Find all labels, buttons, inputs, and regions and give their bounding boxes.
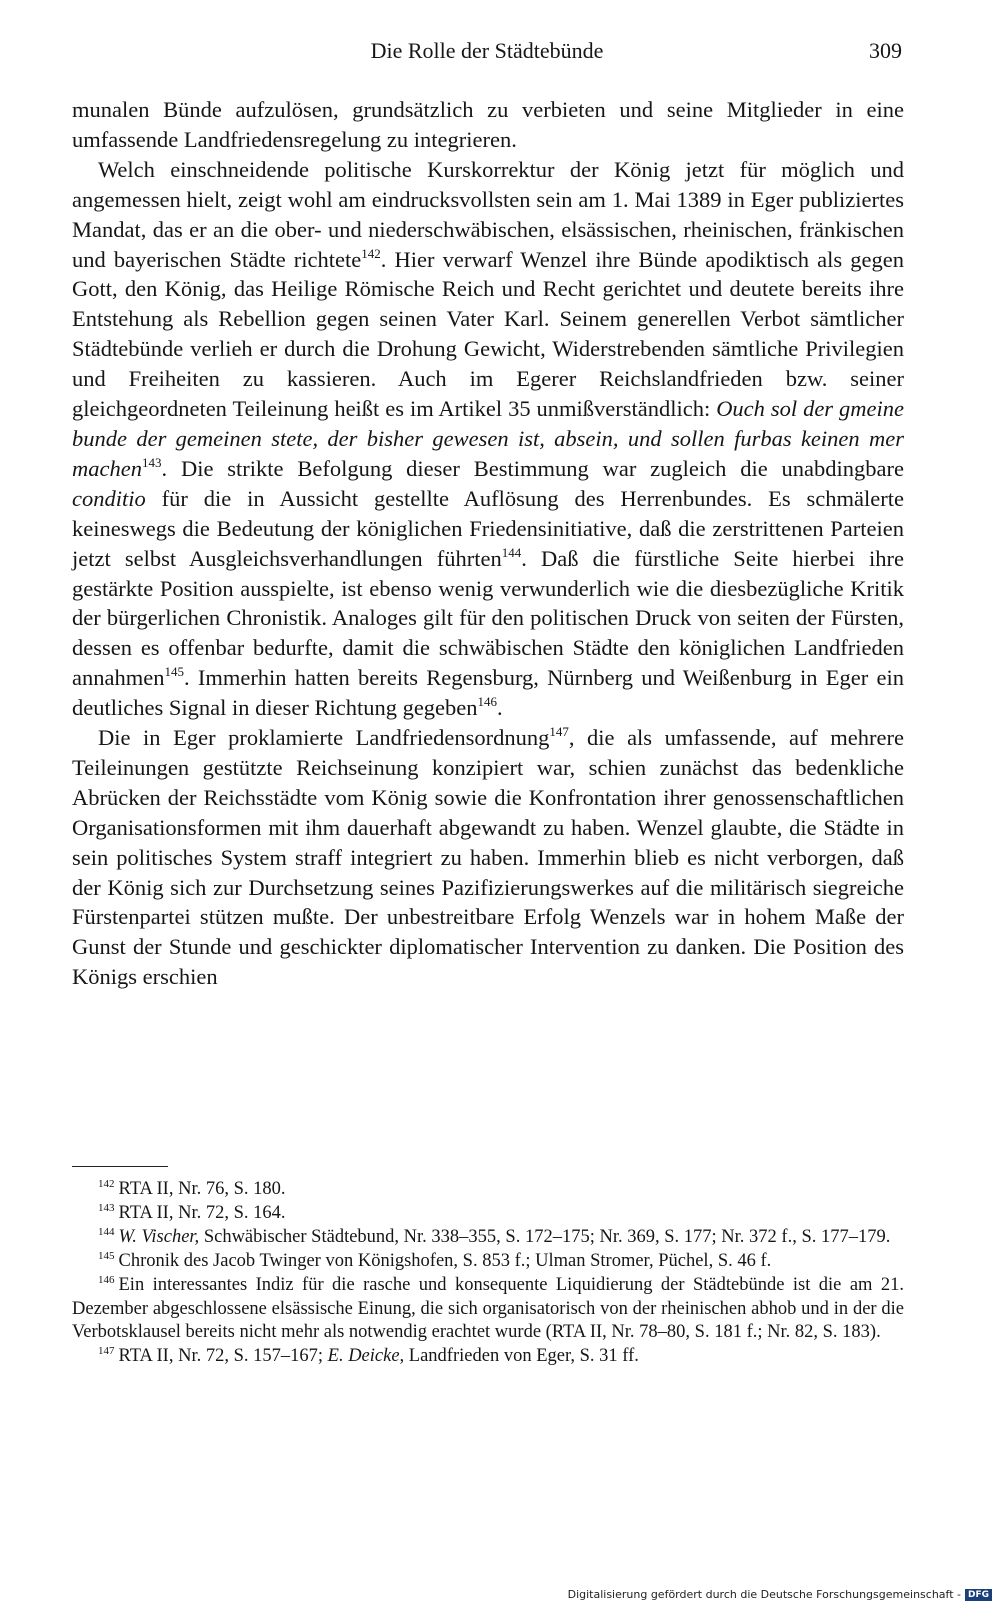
italic-text: E. Deicke,: [327, 1346, 405, 1367]
paragraph: Welch einschneidende politische Kurskorrektur der König jetzt für möglich und angemessen hielt, zeigt wohl am eindrucksvollsten sein am 1. Mai 1389 in Eger publiziertes Mandat, das er an die ober- und niederschwäbischen, elsässischen, rheinischen, fränkischen und bayerischen Städte richtete$^{142}$. Hier verwarf Wenzel ihre Bünde apodiktisch als gegen Gott, den König, das Heilige Römische Reich und Recht gerichtet und deutete bereits ihre Entstehung als Rebellion gegen seinen Vater Karl. Seinem generellen Verbot sämtlicher Städtebünde verlieh er durch die Drohung Gewicht, Widerstrebenden sämtliche Privilegien und Freiheiten zu kassieren. Auch im Egerer Reichslandfrieden bzw. seiner gleichgeordneten Teileinung heißt es im Artikel 35 unmißverständlich: Ouch sol der gmeine bunde der gemeinen stete, der bisher gewesen ist, absein, und sollen furbas keinen mer machen$^{143}$. Die strikte Befolgung dieser Bestimmung war zugleich die unabdingbare conditio für die in Aussicht gestellte Auflösung des Herrenbundes. Es schmälerte keineswegs die Bedeutung der königlichen Friedensinitiative, daß die zerstrittenen Parteien jetzt selbst Ausgleichsverhandlungen führten$^{144}$. Daß die fürstliche Seite hierbei ihre gestärkte Position ausspielte, ist ebenso wenig verwunderlich wie die diesbezügliche Kritik der bürgerlichen Chronistik. Analoges gilt für den politischen Druck von seiten der Fürsten, dessen es offenbar bedurfte, damit die schwäbischen Städte den königlichen Landfrieden annahmen$^{145}$. Immerhin hatten bereits Regensburg, Nürnberg und Weißenburg in Eger ein deutliches Signal in dieser Richtung gegeben$^{146}$.: [72, 156, 904, 721]
credit-text: Digitalisierung gefördert durch die Deutsche Forschungsgemeinschaft -: [567, 1588, 961, 1601]
footnote-number: 142: [98, 1178, 115, 1190]
footnote-separator: [72, 1166, 168, 1167]
footnote-ref: 143: [141, 454, 162, 470]
footnote: $^{144}$ W. Vischer, Schwäbischer Städtebund, Nr. 338–355, S. 172–175; Nr. 369, S. 177; Nr. 372 f., S. 177–179.: [98, 1225, 891, 1247]
footnote: $^{143}$ RTA II, Nr. 72, S. 164.: [98, 1201, 286, 1223]
footnote: $^{147}$ RTA II, Nr. 72, S. 157–167; E. Deicke, Landfrieden von Eger, S. 31 ff.: [98, 1345, 639, 1367]
footnote-number: 146: [98, 1273, 115, 1286]
paragraph: munalen Bünde aufzulösen, grundsätzlich zu verbieten und seine Mitglieder in eine umfassende Landfriedensregelung zu integrieren.: [72, 97, 904, 152]
footnote-number: 147: [98, 1345, 115, 1358]
footnotes: [72, 1178, 904, 1369]
running-header: [72, 38, 902, 70]
footnote-ref: 142: [361, 245, 381, 261]
paragraph: Die in Eger proklamierte Landfriedensordnung$^{147}$, die als umfassende, auf mehrere Teileinungen gestützte Reichseinung konzipiert war, schien zunächst das bedenkliche Abrücken der Reichsstädte vom König sowie die Konfrontation ihrer genossenschaftlichen Organisationsformen mit ihm dauerhaft abgewandt zu haben. Wenzel glaubte, die Städte in sein politisches System straff integriert zu haben. Immerhin blieb es nicht verborgen, daß der König sich zur Durchsetzung seines Pazifizierungswerkes auf die militärisch siegreiche Fürstenpartei stützen mußte. Der unbestreitbare Erfolg Wenzels war in hohem Maße der Gunst der Stunde und geschickter diplomatischer Intervention zu danken. Die Position des Königs erschien: [72, 724, 905, 990]
footnote-ref: 146: [477, 694, 498, 710]
dfg-logo: DFG: [965, 1589, 992, 1601]
footnote-number: 145: [98, 1249, 115, 1262]
digitization-credit: [568, 1588, 992, 1601]
italic-text: Ouch sol der gmeine bunde der gemeinen stete, der bisher gewesen ist, absein, und sollen furbas keinen mer machen: [72, 396, 904, 481]
footnote-ref: 144: [501, 544, 522, 560]
footnote: $^{145}$ Chronik des Jacob Twinger von Königshofen, S. 853 f.; Ulman Stromer, Püchel, S. 46 f.: [98, 1249, 772, 1271]
italic-text: conditio: [72, 485, 146, 511]
running-title: Die Rolle der Städtebünde: [370, 38, 604, 63]
footnote-ref: 147: [549, 724, 569, 740]
page-number: 309: [869, 38, 902, 63]
footnote: $^{142}$ RTA II, Nr. 76, S. 180.: [98, 1178, 286, 1199]
italic-text: W. Vischer,: [118, 1226, 200, 1247]
footnote-ref: 145: [164, 664, 184, 680]
footnote-number: 143: [98, 1201, 115, 1214]
footnote: $^{146}$ Ein interessantes Indiz für die rasche und konsequente Liquidierung der Städtebünde ist die am 21. Dezember abgeschlossene elsässische Einung, die sich organisatorisch von der rheinischen abhob und in der die Verbotsklausel bereits nicht mehr als notwendig erachtet wurde (RTA II, Nr. 78–80, S. 181 f.; Nr. 82, S. 183).: [72, 1273, 904, 1343]
body-text: [72, 95, 904, 992]
footnote-number: 144: [98, 1225, 115, 1238]
